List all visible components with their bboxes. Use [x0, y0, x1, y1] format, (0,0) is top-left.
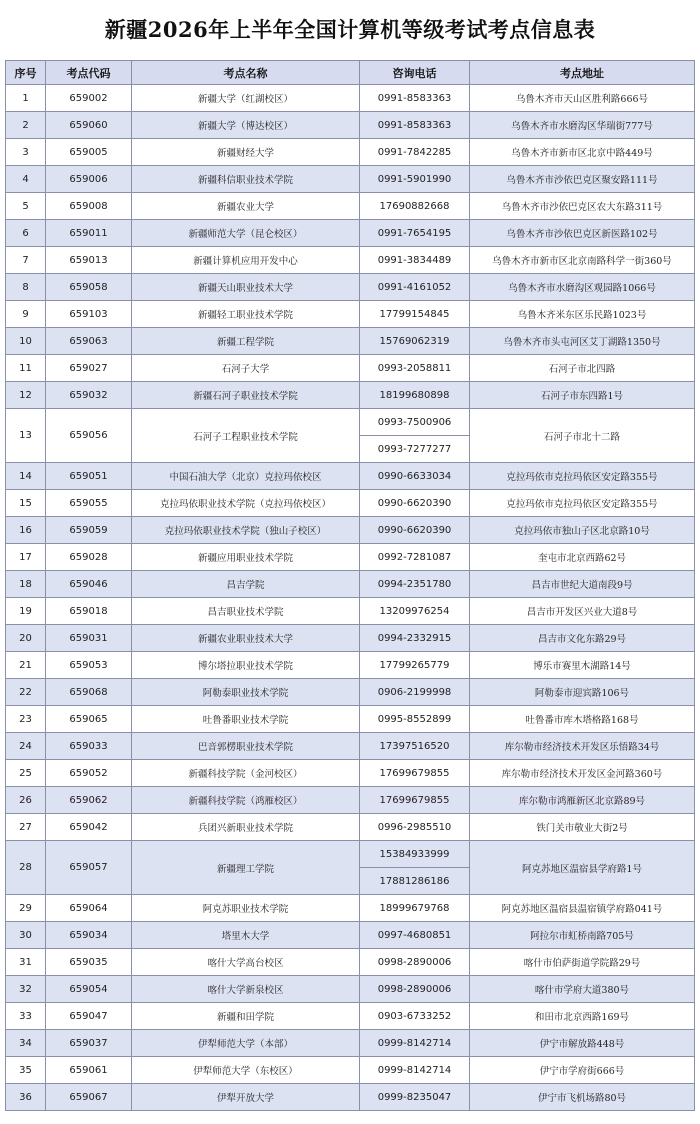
- row-serial-number: 8: [6, 274, 46, 301]
- row-site-code: 659011: [46, 220, 132, 247]
- row-site-code: 659064: [46, 895, 132, 922]
- row-phone: 0999-8235047: [360, 1084, 470, 1111]
- row-serial-number: 18: [6, 571, 46, 598]
- row-site-name: 兵团兴新职业技术学院: [132, 814, 360, 841]
- row-serial-number: 4: [6, 166, 46, 193]
- row-site-name: 伊犁师范大学（东校区）: [132, 1057, 360, 1084]
- row-phone: 0997-4680851: [360, 922, 470, 949]
- row-site-code: 659057: [46, 841, 132, 895]
- row-address: 克拉玛依市独山子区北京路10号: [470, 517, 695, 544]
- row-serial-number: 13: [6, 409, 46, 463]
- row-site-name: 石河子工程职业技术学院: [132, 409, 360, 463]
- table-row: [6, 841, 695, 868]
- row-address: 铁门关市敬业大街2号: [470, 814, 695, 841]
- row-phone: 0999-8142714: [360, 1057, 470, 1084]
- row-site-code: 659047: [46, 1003, 132, 1030]
- row-serial-number: 35: [6, 1057, 46, 1084]
- row-site-name: 喀什大学新泉校区: [132, 976, 360, 1003]
- row-site-code: 659013: [46, 247, 132, 274]
- table-row: [6, 355, 695, 382]
- header-address: 考点地址: [470, 61, 695, 85]
- row-site-name: 新疆石河子职业技术学院: [132, 382, 360, 409]
- row-phone: 0991-7654195: [360, 220, 470, 247]
- row-address: 阿克苏地区温宿县温宿镇学府路041号: [470, 895, 695, 922]
- row-serial-number: 22: [6, 679, 46, 706]
- row-serial-number: 36: [6, 1084, 46, 1111]
- row-site-name: 新疆师范大学（昆仑校区）: [132, 220, 360, 247]
- row-address: 吐鲁番市库木塔格路168号: [470, 706, 695, 733]
- row-serial-number: 5: [6, 193, 46, 220]
- row-site-code: 659055: [46, 490, 132, 517]
- table-row: [6, 895, 695, 922]
- row-serial-number: 29: [6, 895, 46, 922]
- table-row: [6, 193, 695, 220]
- row-phone: 0906-2199998: [360, 679, 470, 706]
- row-phone: 17397516520: [360, 733, 470, 760]
- row-site-name: 塔里木大学: [132, 922, 360, 949]
- table-row: [6, 112, 695, 139]
- row-address: 库尔勒市经济技术开发区金河路360号: [470, 760, 695, 787]
- row-site-name: 新疆理工学院: [132, 841, 360, 895]
- row-address: 乌鲁木齐市水磨沟区观园路1066号: [470, 274, 695, 301]
- row-site-code: 659067: [46, 1084, 132, 1111]
- table-row: [6, 733, 695, 760]
- table-row: [6, 517, 695, 544]
- table-row: [6, 382, 695, 409]
- row-address: 乌鲁木齐市新市区北京中路449号: [470, 139, 695, 166]
- row-phone: 0994-2332915: [360, 625, 470, 652]
- row-phone: 0995-8552899: [360, 706, 470, 733]
- row-serial-number: 32: [6, 976, 46, 1003]
- row-site-name: 昌吉职业技术学院: [132, 598, 360, 625]
- row-site-code: 659028: [46, 544, 132, 571]
- row-site-name: 新疆应用职业技术学院: [132, 544, 360, 571]
- row-site-name: 新疆计算机应用开发中心: [132, 247, 360, 274]
- row-site-code: 659051: [46, 463, 132, 490]
- row-phone: 0990-6620390: [360, 490, 470, 517]
- table-row: [6, 1084, 695, 1111]
- row-address: 喀什市学府大道380号: [470, 976, 695, 1003]
- row-phone: 13209976254: [360, 598, 470, 625]
- table-row: [6, 490, 695, 517]
- row-phone: 0903-6733252: [360, 1003, 470, 1030]
- row-address: 和田市北京西路169号: [470, 1003, 695, 1030]
- row-site-name: 新疆大学（红湖校区）: [132, 85, 360, 112]
- row-site-name: 新疆天山职业技术大学: [132, 274, 360, 301]
- row-site-code: 659059: [46, 517, 132, 544]
- row-serial-number: 24: [6, 733, 46, 760]
- row-phone: 0991-4161052: [360, 274, 470, 301]
- row-site-name: 新疆农业大学: [132, 193, 360, 220]
- row-phone: 0993-7500906: [360, 409, 470, 436]
- row-address: 昌吉市文化东路29号: [470, 625, 695, 652]
- row-phone: 17699679855: [360, 787, 470, 814]
- row-site-name: 新疆和田学院: [132, 1003, 360, 1030]
- row-serial-number: 25: [6, 760, 46, 787]
- row-phone: 0991-7842285: [360, 139, 470, 166]
- row-serial-number: 17: [6, 544, 46, 571]
- row-site-name: 博尔塔拉职业技术学院: [132, 652, 360, 679]
- row-phone: 18999679768: [360, 895, 470, 922]
- row-phone: 0991-5901990: [360, 166, 470, 193]
- row-address: 乌鲁木齐市头屯河区艾丁湖路1350号: [470, 328, 695, 355]
- row-site-name: 克拉玛依职业技术学院（独山子校区）: [132, 517, 360, 544]
- row-phone: 0992-7281087: [360, 544, 470, 571]
- row-address: 乌鲁木齐米东区乐民路1023号: [470, 301, 695, 328]
- table-row: [6, 922, 695, 949]
- row-phone: 15769062319: [360, 328, 470, 355]
- row-serial-number: 6: [6, 220, 46, 247]
- table-row: [6, 706, 695, 733]
- row-serial-number: 31: [6, 949, 46, 976]
- row-site-name: 昌吉学院: [132, 571, 360, 598]
- row-site-code: 659068: [46, 679, 132, 706]
- table-row: [6, 976, 695, 1003]
- row-site-code: 659061: [46, 1057, 132, 1084]
- row-phone: 0991-8583363: [360, 112, 470, 139]
- row-site-code: 659058: [46, 274, 132, 301]
- row-serial-number: 27: [6, 814, 46, 841]
- row-site-name: 克拉玛依职业技术学院（克拉玛依校区）: [132, 490, 360, 517]
- row-phone: 17690882668: [360, 193, 470, 220]
- row-phone: 0994-2351780: [360, 571, 470, 598]
- row-phone: 0993-7277277: [360, 436, 470, 463]
- row-site-code: 659005: [46, 139, 132, 166]
- row-site-code: 659033: [46, 733, 132, 760]
- row-site-name: 伊犁师范大学（本部）: [132, 1030, 360, 1057]
- table-row: [6, 220, 695, 247]
- row-site-name: 新疆科信职业技术学院: [132, 166, 360, 193]
- row-serial-number: 34: [6, 1030, 46, 1057]
- header-phone: 咨询电话: [360, 61, 470, 85]
- row-phone: 0990-6620390: [360, 517, 470, 544]
- row-address: 阿克苏地区温宿县学府路1号: [470, 841, 695, 895]
- row-site-code: 659060: [46, 112, 132, 139]
- row-address: 石河子市北四路: [470, 355, 695, 382]
- row-serial-number: 2: [6, 112, 46, 139]
- row-address: 石河子市北十二路: [470, 409, 695, 463]
- row-phone: 0996-2985510: [360, 814, 470, 841]
- row-phone: 0991-3834489: [360, 247, 470, 274]
- row-serial-number: 28: [6, 841, 46, 895]
- row-site-code: 659035: [46, 949, 132, 976]
- exam-site-table: [5, 60, 695, 1111]
- row-address: 克拉玛依市克拉玛依区安定路355号: [470, 463, 695, 490]
- row-site-code: 659008: [46, 193, 132, 220]
- row-serial-number: 1: [6, 85, 46, 112]
- table-row: [6, 85, 695, 112]
- row-serial-number: 14: [6, 463, 46, 490]
- row-address: 库尔勒市经济技术开发区乐悟路34号: [470, 733, 695, 760]
- row-phone: 17799154845: [360, 301, 470, 328]
- row-serial-number: 7: [6, 247, 46, 274]
- row-address: 伊宁市飞机场路80号: [470, 1084, 695, 1111]
- row-address: 库尔勒市鸿雁新区北京路89号: [470, 787, 695, 814]
- row-address: 阿勒泰市迎宾路106号: [470, 679, 695, 706]
- row-site-code: 659037: [46, 1030, 132, 1057]
- table-row: [6, 1003, 695, 1030]
- row-site-code: 659065: [46, 706, 132, 733]
- table-row: [6, 625, 695, 652]
- table-row: [6, 247, 695, 274]
- row-serial-number: 33: [6, 1003, 46, 1030]
- row-site-name: 新疆科技学院（鸿雁校区）: [132, 787, 360, 814]
- row-address: 乌鲁木齐市天山区胜利路666号: [470, 85, 695, 112]
- row-serial-number: 9: [6, 301, 46, 328]
- row-address: 博乐市赛里木湖路14号: [470, 652, 695, 679]
- row-address: 乌鲁木齐市沙依巴克区聚安路111号: [470, 166, 695, 193]
- row-phone: 0991-8583363: [360, 85, 470, 112]
- row-serial-number: 16: [6, 517, 46, 544]
- row-site-code: 659042: [46, 814, 132, 841]
- row-serial-number: 10: [6, 328, 46, 355]
- row-site-name: 伊犁开放大学: [132, 1084, 360, 1111]
- row-site-code: 659053: [46, 652, 132, 679]
- row-site-name: 中国石油大学（北京）克拉玛依校区: [132, 463, 360, 490]
- row-site-code: 659027: [46, 355, 132, 382]
- row-site-code: 659056: [46, 409, 132, 463]
- row-site-code: 659018: [46, 598, 132, 625]
- row-site-name: 新疆轻工职业技术学院: [132, 301, 360, 328]
- table-row: [6, 139, 695, 166]
- row-address: 奎屯市北京西路62号: [470, 544, 695, 571]
- row-phone: 0999-8142714: [360, 1030, 470, 1057]
- table-row: [6, 1057, 695, 1084]
- table-row: [6, 571, 695, 598]
- row-address: 昌吉市开发区兴业大道8号: [470, 598, 695, 625]
- row-site-name: 巴音郭楞职业技术学院: [132, 733, 360, 760]
- row-address: 乌鲁木齐市水磨沟区华瑞街777号: [470, 112, 695, 139]
- row-serial-number: 30: [6, 922, 46, 949]
- row-site-code: 659063: [46, 328, 132, 355]
- table-row: [6, 949, 695, 976]
- row-serial-number: 26: [6, 787, 46, 814]
- row-site-name: 新疆工程学院: [132, 328, 360, 355]
- table-row: [6, 409, 695, 436]
- row-serial-number: 20: [6, 625, 46, 652]
- row-site-name: 吐鲁番职业技术学院: [132, 706, 360, 733]
- row-site-code: 659006: [46, 166, 132, 193]
- row-phone: 18199680898: [360, 382, 470, 409]
- row-serial-number: 11: [6, 355, 46, 382]
- row-address: 伊宁市学府街666号: [470, 1057, 695, 1084]
- row-site-code: 659002: [46, 85, 132, 112]
- row-site-name: 新疆财经大学: [132, 139, 360, 166]
- header-site-name: 考点名称: [132, 61, 360, 85]
- row-site-name: 阿勒泰职业技术学院: [132, 679, 360, 706]
- row-serial-number: 15: [6, 490, 46, 517]
- row-address: 喀什市伯萨街道学院路29号: [470, 949, 695, 976]
- row-phone: 0990-6633034: [360, 463, 470, 490]
- table-row: [6, 274, 695, 301]
- table-row: [6, 760, 695, 787]
- row-address: 乌鲁木齐市沙依巴克区新医路102号: [470, 220, 695, 247]
- table-row: [6, 166, 695, 193]
- row-address: 乌鲁木齐市新市区北京南路科学一街360号: [470, 247, 695, 274]
- table-row: [6, 598, 695, 625]
- row-serial-number: 21: [6, 652, 46, 679]
- row-address: 昌吉市世纪大道南段9号: [470, 571, 695, 598]
- row-site-name: 阿克苏职业技术学院: [132, 895, 360, 922]
- row-site-code: 659034: [46, 922, 132, 949]
- table-row: [6, 463, 695, 490]
- row-phone: 17799265779: [360, 652, 470, 679]
- row-site-code: 659054: [46, 976, 132, 1003]
- row-address: 阿拉尔市虹桥南路705号: [470, 922, 695, 949]
- row-address: 克拉玛依市克拉玛依区安定路355号: [470, 490, 695, 517]
- row-site-code: 659062: [46, 787, 132, 814]
- table-row: [6, 787, 695, 814]
- header-serial-number: 序号: [6, 61, 46, 85]
- row-serial-number: 23: [6, 706, 46, 733]
- header-row: [6, 61, 695, 85]
- table-row: [6, 1030, 695, 1057]
- table-row: [6, 814, 695, 841]
- row-site-code: 659052: [46, 760, 132, 787]
- row-phone: 17699679855: [360, 760, 470, 787]
- row-address: 伊宁市解放路448号: [470, 1030, 695, 1057]
- row-site-name: 新疆科技学院（金河校区）: [132, 760, 360, 787]
- row-address: 乌鲁木齐市沙依巴克区农大东路311号: [470, 193, 695, 220]
- row-site-name: 喀什大学高台校区: [132, 949, 360, 976]
- row-site-name: 新疆大学（博达校区）: [132, 112, 360, 139]
- row-site-code: 659032: [46, 382, 132, 409]
- table-row: [6, 301, 695, 328]
- row-phone: 15384933999: [360, 841, 470, 868]
- document-title: 新疆2026年上半年全国计算机等级考试考点信息表: [104, 17, 596, 42]
- row-phone: 0998-2890006: [360, 949, 470, 976]
- row-address: 石河子市东四路1号: [470, 382, 695, 409]
- row-phone: 17881286186: [360, 868, 470, 895]
- row-phone: 0998-2890006: [360, 976, 470, 1003]
- row-site-code: 659103: [46, 301, 132, 328]
- table-row: [6, 679, 695, 706]
- row-phone: 0993-2058811: [360, 355, 470, 382]
- table-header: [6, 61, 695, 85]
- table-row: [6, 328, 695, 355]
- row-serial-number: 12: [6, 382, 46, 409]
- row-site-name: 石河子大学: [132, 355, 360, 382]
- row-site-code: 659031: [46, 625, 132, 652]
- row-site-code: 659046: [46, 571, 132, 598]
- header-site-code: 考点代码: [46, 61, 132, 85]
- row-serial-number: 19: [6, 598, 46, 625]
- row-site-name: 新疆农业职业技术大学: [132, 625, 360, 652]
- table-row: [6, 544, 695, 571]
- table-row: [6, 652, 695, 679]
- row-serial-number: 3: [6, 139, 46, 166]
- table-body: [6, 85, 695, 1111]
